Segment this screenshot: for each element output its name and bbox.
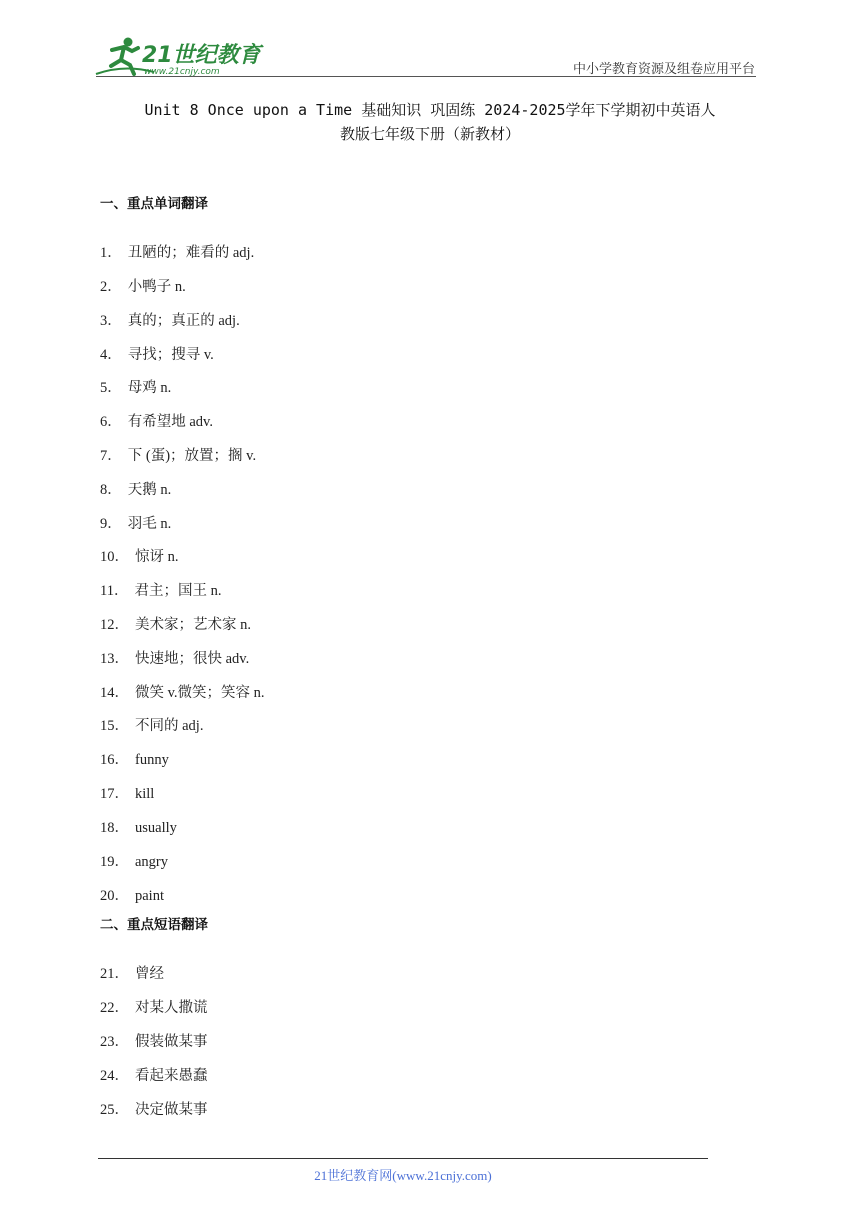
list-item: 25． 决定做某事: [100, 1102, 208, 1118]
list-item: 10． 惊讶 n.: [100, 549, 179, 565]
section-heading-words: 一、重点单词翻译: [100, 196, 208, 212]
logo-url-text: www.21cnjy.com: [144, 67, 220, 77]
header-divider: [96, 76, 756, 77]
page-title-line-1: Unit 8 Once upon a Time 基础知识 巩固练 2024-2025学年下学期初中英语人: [144, 101, 716, 119]
page-title-line-2: 教版七年级下册（新教材）: [339, 125, 520, 143]
list-item: 15． 不同的 adj.: [100, 718, 204, 734]
list-item: 17． kill: [100, 786, 155, 802]
list-item: 11． 君主；国王 n.: [100, 583, 222, 599]
list-item: 3． 真的；真正的 adj.: [100, 313, 240, 329]
list-item: 2． 小鸭子 n.: [100, 279, 186, 295]
list-item: 24． 看起来愚蠢: [100, 1068, 208, 1084]
list-item: 8． 天鹅 n.: [100, 482, 172, 498]
footer-link[interactable]: 21世纪教育网(www.21cnjy.com): [314, 1168, 492, 1183]
list-item: 14． 微笑 v.微笑；笑容 n.: [100, 685, 265, 701]
page-title: [96, 98, 764, 146]
header-tagline: 中小学教育资源及组卷应用平台: [572, 62, 755, 77]
list-item: 12． 美术家；艺术家 n.: [100, 617, 251, 633]
list-item: 9． 羽毛 n.: [100, 516, 172, 532]
logo: [94, 34, 264, 80]
list-item: 6． 有希望地 adv.: [100, 414, 213, 430]
list-item: 22． 对某人撒谎: [100, 1000, 208, 1016]
list-item: 19． angry: [100, 854, 169, 870]
page-header: [0, 0, 860, 80]
logo-text: 21世纪教育: [142, 43, 261, 68]
list-item: 1． 丑陋的；难看的 adj.: [100, 245, 255, 261]
footer-divider: [98, 1158, 708, 1159]
list-item: 7． 下 (蛋)；放置；搁 v.: [100, 448, 257, 464]
list-item: 21． 曾经: [100, 966, 164, 982]
list-item: 20． paint: [100, 888, 164, 904]
list-item: 18． usually: [100, 820, 177, 836]
logo-runner-head-icon: [124, 38, 133, 47]
section-heading-phrases: 二、重点短语翻译: [100, 917, 208, 933]
list-item: 16． funny: [100, 752, 169, 768]
list-item: 23． 假装做某事: [100, 1034, 208, 1050]
list-item: 13． 快速地；很快 adv.: [100, 651, 250, 667]
list-item: 5． 母鸡 n.: [100, 380, 172, 396]
list-item: 4． 寻找；搜寻 v.: [100, 347, 214, 363]
